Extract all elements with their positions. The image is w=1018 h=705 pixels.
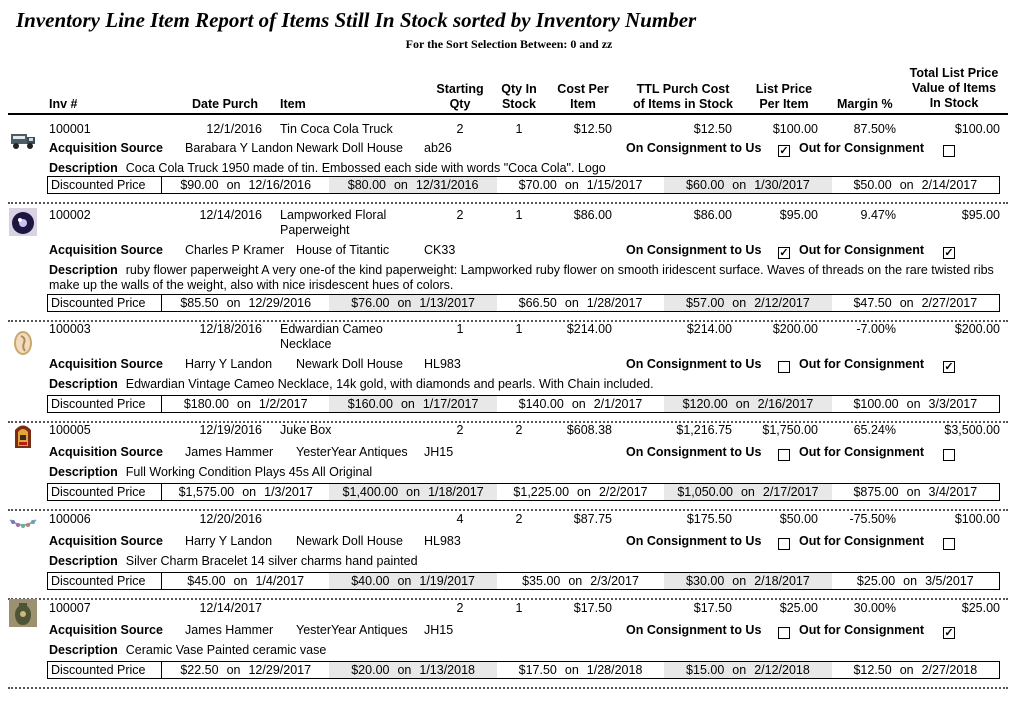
discount-step (162, 573, 329, 589)
description (49, 465, 999, 480)
out-consignment-label: Out for Consignment (799, 243, 924, 257)
inv-number: 100001 (49, 122, 91, 136)
item-separator (8, 687, 1008, 689)
on-consignment-label: On Consignment to Us (626, 445, 762, 459)
discount-on-label: on (571, 397, 586, 411)
discounted-price-row (47, 661, 1000, 679)
discount-on-label: on (393, 178, 408, 192)
discount-price: $180.00 (183, 397, 229, 411)
discount-step (664, 396, 831, 412)
inv-number: 100002 (49, 208, 91, 222)
description-text: Silver Charm Bracelet 14 silver charms hand painted (125, 554, 418, 568)
discount-on-label: on (226, 296, 241, 310)
cost-per-item: $87.75 (573, 512, 612, 526)
discount-on-label: on (400, 397, 415, 411)
inv-number: 100006 (49, 512, 91, 526)
inventory-item (0, 208, 1018, 324)
acquisition-shop: Newark Doll House (296, 357, 403, 371)
item-thumbnail-icon (9, 599, 37, 627)
discount-step (162, 177, 329, 193)
out-consignment-label: Out for Consignment (799, 623, 924, 637)
on-consignment-label: On Consignment to Us (626, 623, 762, 637)
acquisition-label: Acquisition Source (49, 445, 163, 459)
discount-price: $15.00 (686, 663, 725, 677)
discount-price: $22.50 (180, 663, 219, 677)
discount-on-label: on (732, 574, 747, 588)
qty-in-stock: 2 (515, 512, 523, 526)
discount-date: 12/29/2016 (248, 296, 312, 310)
margin-percent: 87.50% (853, 122, 896, 136)
discounted-price-label: Discounted Price (48, 484, 162, 500)
discount-date: 1/13/2018 (419, 663, 475, 677)
discount-step (329, 295, 496, 311)
discount-step (664, 177, 831, 193)
description-text: Ceramic Vase Painted ceramic vase (125, 643, 327, 657)
cost-per-item: $12.50 (573, 122, 612, 136)
item-name-line2: Necklace (280, 337, 332, 351)
margin-percent: 65.24% (853, 423, 896, 437)
discount-price: $20.00 (351, 663, 390, 677)
discounted-price-row (47, 294, 1000, 312)
acquisition-shop: YesterYear Antiques (296, 623, 408, 637)
item-separator (8, 598, 1008, 600)
inv-number: 100005 (49, 423, 91, 437)
acquisition-code: HL983 (424, 534, 461, 548)
description (49, 263, 999, 293)
discount-date: 2/12/2018 (754, 663, 810, 677)
item-name: Tin Coca Cola Truck (280, 122, 393, 136)
discounted-price-label: Discounted Price (48, 573, 162, 589)
item-thumbnail-icon (9, 421, 37, 449)
discount-on-label: on (906, 397, 921, 411)
discount-step (497, 573, 664, 589)
discount-date: 1/15/2017 (586, 178, 643, 192)
item-thumbnail-icon (9, 126, 37, 154)
description-label: Description (49, 263, 118, 277)
ttl-purch-cost: $175.50 (686, 512, 732, 526)
description (49, 643, 999, 658)
on-consignment-label: On Consignment to Us (626, 243, 762, 257)
discount-date: 1/18/2017 (428, 485, 484, 499)
discount-on-label: on (732, 663, 747, 677)
on-consignment-label: On Consignment to Us (626, 534, 762, 548)
acquisition-label: Acquisition Source (49, 623, 163, 637)
discounted-price-label: Discounted Price (48, 177, 162, 193)
discount-step (832, 396, 999, 412)
acquisition-label: Acquisition Source (49, 141, 163, 155)
discount-step (497, 662, 664, 678)
starting-qty: 1 (456, 322, 464, 336)
discount-date: 3/3/2017 (928, 397, 978, 411)
discount-on-label: on (732, 296, 747, 310)
on-consignment-checkbox[interactable] (778, 361, 790, 373)
discount-price: $60.00 (686, 178, 725, 192)
discount-step (162, 662, 329, 678)
total-list-value: $100.00 (954, 512, 1000, 526)
discount-price: $85.50 (180, 296, 219, 310)
discount-on-label: on (899, 178, 914, 192)
discount-price: $1,400.00 (342, 485, 399, 499)
discount-date: 12/29/2017 (248, 663, 312, 677)
discounted-price-row (47, 572, 1000, 590)
discount-date: 1/13/2017 (419, 296, 475, 310)
item-name: Juke Box (280, 423, 332, 437)
col-header-inv: Inv # (49, 97, 78, 111)
discount-on-label: on (564, 178, 579, 192)
discount-date: 12/16/2016 (248, 178, 312, 192)
discount-price: $1,575.00 (178, 485, 235, 499)
cost-per-item: $17.50 (573, 601, 612, 615)
item-name: Lampworked Floral (280, 208, 387, 222)
discount-step (664, 573, 831, 589)
inventory-item (0, 122, 1018, 206)
discounted-price-row (47, 483, 1000, 501)
qty-in-stock: 1 (515, 322, 523, 336)
ttl-purch-cost: $17.50 (693, 601, 732, 615)
discount-date: 1/28/2017 (586, 296, 643, 310)
acquisition-code: HL983 (424, 357, 461, 371)
inv-number: 100003 (49, 322, 91, 336)
discount-date: 2/27/2018 (921, 663, 978, 677)
date-purchased: 12/19/2016 (199, 423, 262, 437)
out-consignment-label: Out for Consignment (799, 357, 924, 371)
discount-date: 2/14/2017 (921, 178, 978, 192)
acquisition-name: Harry Y Landon (185, 534, 273, 548)
description (49, 377, 999, 392)
discount-on-label: on (397, 574, 412, 588)
discount-step (497, 177, 664, 193)
discount-step (497, 484, 664, 500)
total-list-value: $200.00 (954, 322, 1000, 336)
discount-on-label: on (406, 485, 421, 499)
discount-date: 1/3/2017 (264, 485, 313, 499)
margin-percent: 30.00% (853, 601, 896, 615)
out-consignment-checkbox[interactable] (943, 538, 955, 550)
discount-price: $50.00 (853, 178, 892, 192)
out-consignment-label: Out for Consignment (799, 141, 924, 155)
ttl-purch-cost: $1,216.75 (676, 423, 732, 437)
on-consignment-checkbox[interactable] (778, 538, 790, 550)
discount-step (832, 573, 999, 589)
on-consignment-checkbox[interactable] (778, 449, 790, 461)
acquisition-name: Harry Y Landon (185, 357, 273, 371)
inventory-item (0, 423, 1018, 513)
discount-on-label: on (735, 397, 750, 411)
discounted-price-row (47, 395, 1000, 413)
discount-step (497, 396, 664, 412)
on-consignment-checkbox[interactable]: ✓ (779, 145, 789, 157)
discount-on-label: on (226, 178, 241, 192)
discount-price: $76.00 (351, 296, 390, 310)
description-label: Description (49, 554, 118, 568)
description (49, 161, 999, 176)
acquisition-code: JH15 (424, 445, 454, 459)
discount-step (329, 662, 496, 678)
acquisition-shop: Newark Doll House (296, 534, 403, 548)
discounted-price-row (47, 176, 1000, 194)
discount-price: $70.00 (518, 178, 557, 192)
discount-date: 1/2/2017 (258, 397, 308, 411)
report-subtitle: For the Sort Selection Between: 0 and zz (405, 37, 613, 51)
discount-on-label: on (237, 397, 251, 411)
on-consignment-checkbox[interactable]: ✓ (779, 247, 789, 259)
discount-step (162, 295, 329, 311)
discount-date: 1/4/2017 (255, 574, 305, 588)
inv-number: 100007 (49, 601, 91, 615)
discount-on-label: on (899, 296, 914, 310)
discount-step (664, 484, 831, 500)
discount-date: 1/30/2017 (754, 178, 810, 192)
col-header-date: Date Purch (192, 97, 258, 111)
out-consignment-checkbox[interactable]: ✓ (944, 361, 954, 373)
discount-price: $1,050.00 (677, 485, 733, 499)
item-name-line2: Paperweight (280, 223, 350, 237)
discount-price: $40.00 (351, 574, 390, 588)
margin-percent: -75.50% (849, 512, 896, 526)
total-list-value: $95.00 (961, 208, 1000, 222)
margin-percent: -7.00% (856, 322, 896, 336)
date-purchased: 12/18/2016 (199, 322, 262, 336)
total-list-value: $100.00 (954, 122, 1000, 136)
discount-step (329, 177, 496, 193)
discount-step (162, 396, 329, 412)
description-label: Description (49, 161, 118, 175)
discount-date: 2/12/2017 (754, 296, 810, 310)
discount-on-label: on (732, 178, 747, 192)
discounted-price-label: Discounted Price (48, 295, 162, 311)
acquisition-shop: House of Titantic (296, 243, 390, 257)
header-rule (8, 113, 1008, 115)
qty-in-stock: 2 (515, 423, 523, 437)
acquisition-label: Acquisition Source (49, 534, 163, 548)
discount-price: $100.00 (853, 397, 899, 411)
out-consignment-label: Out for Consignment (799, 445, 924, 459)
discount-on-label: on (397, 663, 412, 677)
margin-percent: 9.47% (860, 208, 896, 222)
total-list-value: $25.00 (961, 601, 1000, 615)
col-header-cost-per-item: Cost Per Item (557, 82, 609, 111)
discount-price: $80.00 (347, 178, 386, 192)
acquisition-name: James Hammer (185, 445, 274, 459)
discount-date: 12/31/2016 (415, 178, 479, 192)
discount-price: $35.00 (522, 574, 561, 588)
description-label: Description (49, 643, 118, 657)
description-text: Full Working Condition Plays 45s All Original (125, 465, 373, 479)
col-header-ttl-purch-cost: TTL Purch Cost of Items in Stock (632, 82, 734, 111)
inventory-item (0, 512, 1018, 602)
discount-on-label: on (899, 663, 914, 677)
list-price: $95.00 (779, 208, 818, 222)
acquisition-label: Acquisition Source (49, 243, 163, 257)
discount-on-label: on (397, 296, 412, 310)
discount-date: 2/1/2017 (593, 397, 643, 411)
description (49, 554, 999, 569)
col-header-qty-in-stock: Qty In Stock (501, 82, 537, 111)
discount-on-label: on (242, 485, 257, 499)
col-header-list-price: List Price Per Item (755, 82, 813, 111)
date-purchased: 12/1/2016 (206, 122, 262, 136)
discount-on-label: on (564, 663, 579, 677)
acquisition-name: Barabara Y Landon (185, 141, 293, 155)
item-name: Edwardian Cameo (280, 322, 383, 336)
discount-step (162, 484, 329, 500)
list-price: $50.00 (779, 512, 818, 526)
discount-on-label: on (740, 485, 755, 499)
discount-step (832, 484, 999, 500)
discount-on-label: on (568, 574, 583, 588)
discount-step (664, 295, 831, 311)
discount-date: 1/17/2017 (422, 397, 479, 411)
discount-price: $12.50 (853, 663, 892, 677)
on-consignment-label: On Consignment to Us (626, 141, 762, 155)
discount-date: 1/28/2018 (586, 663, 643, 677)
discount-date: 2/2/2017 (598, 485, 648, 499)
on-consignment-label: On Consignment to Us (626, 357, 762, 371)
discount-price: $120.00 (682, 397, 728, 411)
list-price: $25.00 (779, 601, 818, 615)
acquisition-code: JH15 (424, 623, 454, 637)
discount-step (832, 662, 999, 678)
col-header-margin: Margin % (837, 97, 893, 111)
out-consignment-checkbox[interactable]: ✓ (944, 247, 954, 259)
list-price: $100.00 (772, 122, 818, 136)
out-consignment-checkbox[interactable] (943, 449, 955, 461)
item-thumbnail-icon (9, 208, 37, 236)
discount-on-label: on (577, 485, 591, 499)
on-consignment-checkbox[interactable] (778, 627, 790, 639)
discount-date: 2/27/2017 (921, 296, 978, 310)
out-consignment-checkbox[interactable]: ✓ (944, 627, 954, 639)
discount-step (329, 573, 496, 589)
date-purchased: 12/14/2017 (199, 601, 262, 615)
col-header-total-list: Total List Price Value of Items In Stock (909, 66, 999, 110)
discount-date: 2/18/2017 (754, 574, 810, 588)
acquisition-name: James Hammer (185, 623, 274, 637)
discount-price: $57.00 (686, 296, 725, 310)
ttl-purch-cost: $214.00 (686, 322, 732, 336)
acquisition-code: CK33 (424, 243, 456, 257)
starting-qty: 2 (456, 423, 464, 437)
acquisition-label: Acquisition Source (49, 357, 163, 371)
discount-price: $66.50 (518, 296, 557, 310)
discount-step (832, 177, 999, 193)
item-separator (8, 509, 1008, 511)
discount-step (832, 295, 999, 311)
list-price: $200.00 (772, 322, 818, 336)
discount-price: $17.50 (518, 663, 557, 677)
col-header-starting-qty: Starting Qty (436, 82, 484, 111)
date-purchased: 12/14/2016 (199, 208, 262, 222)
discount-on-label: on (564, 296, 579, 310)
description-label: Description (49, 465, 118, 479)
discount-on-label: on (233, 574, 248, 588)
inventory-item (0, 601, 1018, 691)
discount-price: $140.00 (518, 397, 564, 411)
cost-per-item: $86.00 (573, 208, 612, 222)
acquisition-code: ab26 (424, 141, 452, 155)
discount-on-label: on (906, 485, 921, 499)
discount-date: 3/5/2017 (925, 574, 974, 588)
qty-in-stock: 1 (515, 122, 523, 136)
discount-date: 2/16/2017 (757, 397, 814, 411)
discount-date: 2/3/2017 (590, 574, 639, 588)
discount-date: 2/17/2017 (762, 485, 819, 499)
out-consignment-label: Out for Consignment (799, 534, 924, 548)
list-price: $1,750.00 (762, 423, 818, 437)
starting-qty: 2 (456, 122, 464, 136)
report-title: Inventory Line Item Report of Items Still In Stock sorted by Inventory Number (16, 8, 697, 32)
discount-price: $47.50 (853, 296, 892, 310)
discount-price: $1,225.00 (513, 485, 570, 499)
description-text: Edwardian Vintage Cameo Necklace, 14k gold, with diamonds and pearls. With Chain included. (125, 377, 654, 391)
acquisition-name: Charles P Kramer (185, 243, 285, 257)
discount-on-label: on (226, 663, 241, 677)
discount-step (664, 662, 831, 678)
description-text: Coca Cola Truck 1950 made of tin. Embossed each side with words "Coca Cola". Logo (125, 161, 606, 175)
inventory-item (0, 322, 1018, 425)
description-label: Description (49, 377, 118, 391)
col-header-item: Item (280, 97, 306, 111)
discount-price: $160.00 (347, 397, 393, 411)
acquisition-shop: YesterYear Antiques (296, 445, 408, 459)
discount-on-label: on (903, 574, 918, 588)
ttl-purch-cost: $12.50 (693, 122, 732, 136)
cost-per-item: $214.00 (566, 322, 612, 336)
discount-price: $45.00 (187, 574, 226, 588)
description-text: ruby flower paperweight A very one-of the kind paperweight: Lampworked ruby flower on smooth iridescent surface. Waves of threads on the rare twisted ribs make up the walls of the weight, also with nice irisdescent hues of colors. (49, 263, 994, 292)
date-purchased: 12/20/2016 (199, 512, 262, 526)
discount-price: $90.00 (180, 178, 219, 192)
discounted-price-label: Discounted Price (48, 396, 162, 412)
cost-per-item: $608.38 (566, 423, 612, 437)
out-consignment-checkbox[interactable] (943, 145, 955, 157)
starting-qty: 2 (456, 601, 464, 615)
discount-step (329, 396, 496, 412)
discounted-price-label: Discounted Price (48, 662, 162, 678)
total-list-value: $3,500.00 (944, 423, 1000, 437)
item-thumbnail-icon (9, 328, 37, 356)
item-separator (8, 202, 1008, 204)
ttl-purch-cost: $86.00 (693, 208, 732, 222)
item-thumbnail-icon (9, 508, 37, 536)
discount-price: $30.00 (686, 574, 725, 588)
qty-in-stock: 1 (515, 601, 523, 615)
starting-qty: 2 (456, 208, 464, 222)
starting-qty: 4 (456, 512, 464, 526)
discount-date: 1/19/2017 (419, 574, 475, 588)
discount-step (329, 484, 496, 500)
qty-in-stock: 1 (515, 208, 523, 222)
discount-price: $25.00 (856, 574, 896, 588)
acquisition-shop: Newark Doll House (296, 141, 403, 155)
discount-price: $875.00 (853, 485, 899, 499)
discount-step (497, 295, 664, 311)
discount-date: 3/4/2017 (928, 485, 978, 499)
